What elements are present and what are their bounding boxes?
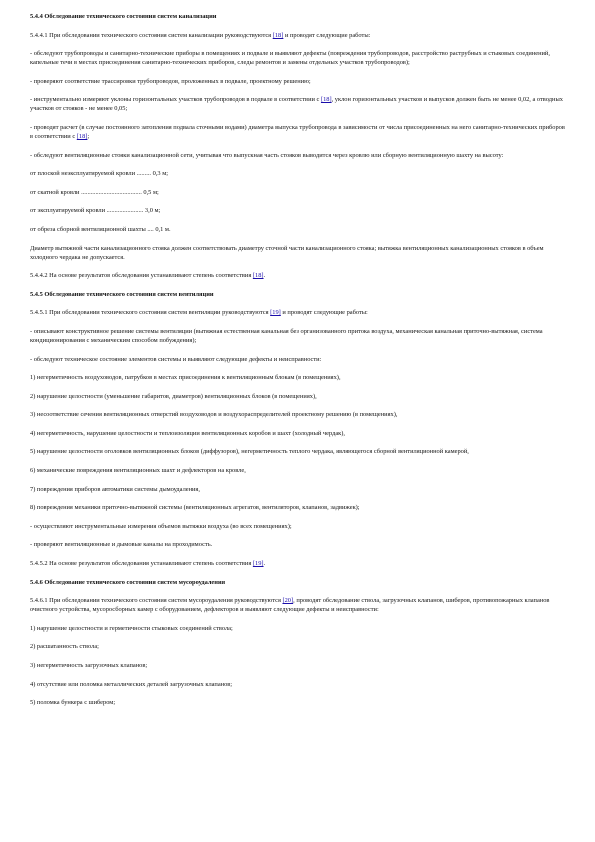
text-run: 1) негерметичность воздуховодов, патрубков в местах присоединения к вентиляционным блокам (в помещениях), xyxy=(30,374,341,382)
paragraph xyxy=(30,225,565,234)
text-run: 3) несоответствие сечения вентиляционных отверстий воздуховодов и воздухораспределителей проектному решению (в помещениях), xyxy=(30,411,398,419)
text-run: и проводят следующие работы: xyxy=(283,31,371,39)
paragraph xyxy=(30,698,565,707)
text-run: - обследуют техническое состояние элементов системы и выявляют следующие дефекты и неисправности: xyxy=(30,355,322,363)
paragraph xyxy=(30,206,565,215)
paragraph xyxy=(30,308,565,317)
text-run: 4) отсутствие или поломка металлических деталей загрузочных клапанов; xyxy=(30,680,233,688)
text-run: ; xyxy=(87,132,90,140)
text-run: 2) нарушение целостности (уменьшение габаритов, диаметров) вентиляционных блоков (в помещениях), xyxy=(30,392,317,400)
paragraph xyxy=(30,327,565,345)
text-run: 3) негерметичность загрузочных клапанов; xyxy=(30,662,148,669)
paragraph xyxy=(30,151,565,160)
text-run: 1) нарушение целостности и герметичности стыковых соединений ствола; xyxy=(30,624,233,632)
text-run: - инструментально измеряют уклоны горизонтальных участков трубопроводов в подвале в соответствии с xyxy=(30,96,321,104)
paragraph xyxy=(30,596,565,614)
text-run: - проверяют вентиляционные и дымовые каналы на проходимость. xyxy=(30,541,213,549)
text-run: от эксплуатируемой кровли ....................... 3,0 м; xyxy=(30,207,161,215)
text-run: - проверяют соответствие трассировки трубопроводов, проложенных в подвале, проектному решению; xyxy=(30,77,311,85)
text-run: и проводят следующие работы: xyxy=(280,309,368,317)
paragraph xyxy=(30,31,565,40)
paragraph xyxy=(30,188,565,197)
text-run: 7) повреждения приборов автоматики системы дымоудаления, xyxy=(30,485,200,493)
text-run: , уклон горизонтальных участков и выпусков должен быть не менее 0,02, а отводных участков от стояков - не менее 0,05; xyxy=(30,96,563,113)
section-heading: 5.4.6 Обследование технического состояния систем мусороудаления xyxy=(30,578,226,586)
text-run: 5.4.6.1 При обследовании технического состояния систем мусороудаления руководствуются xyxy=(30,597,283,605)
text-run: от плоской неэксплуатируемой кровли ......... 0,3 м; xyxy=(30,170,169,178)
text-run: , проводят обследование ствола, загрузочных клапанов, шиберов, противопожарных клапанов очистного устройства, мусоросборных камер с оборудованием, дефлекторов и выявляют следующие дефекты и неисправности: xyxy=(30,597,550,614)
paragraph xyxy=(30,355,565,364)
text-run: . xyxy=(263,272,266,280)
reference-link[interactable]: [18] xyxy=(272,31,284,39)
text-run: - описывают конструктивное решение системы вентиляции (вытяжная естественная канальная без организованного притока воздуха, механическая канальная приточно-вытяжная, система кондиционирования с механическим способом побуждения); xyxy=(30,327,543,344)
text-run: 5.4.4.1 При обследовании технического состояния систем канализации руководствуются xyxy=(30,31,273,39)
text-run: . xyxy=(263,560,266,568)
section-heading: 5.4.4 Обследование технического состояния систем канализации xyxy=(30,13,217,20)
paragraph xyxy=(30,95,565,113)
paragraph xyxy=(30,680,565,689)
reference-link[interactable]: [19] xyxy=(252,560,264,568)
text-run: Диаметр вытяжной части канализационного стояка должен соответствовать диаметру сточной части канализационного стояка; вытяжка вентиляционных канализационных стояков в объем холодного чердака не допускается. xyxy=(30,244,544,261)
paragraph xyxy=(30,410,565,419)
text-run: 5) поломка бункера с шибером; xyxy=(30,699,116,707)
text-run: 5) нарушение целостности оголовков вентиляционных блоков (диффузоров), негерметичность теплого чердака, являющегося сборной вентиляционной камерой, xyxy=(30,448,469,456)
text-run: 2) расшатанность ствола; xyxy=(30,643,99,651)
paragraph xyxy=(30,49,565,67)
paragraph xyxy=(30,392,565,401)
reference-link[interactable]: [18] xyxy=(320,96,332,104)
reference-link[interactable]: [18] xyxy=(252,272,264,280)
text-run: 8) повреждения механики приточно-вытяжной системы (вентиляционных агрегатов, вентиляторов, клапанов, задвижек); xyxy=(30,504,360,512)
text-run: - обследуют трубопроводы и санитарно-технические приборы в помещениях и подвале и выявляют дефекты (повреждения трубопроводов, расстройство раструбных и стыковых соединений, капельные течи в местах присоединения санитарно-технических приборов, следы ремонтов и замены отдельных участков трубопроводов); xyxy=(30,50,550,67)
text-run: - осуществляют инструментальные измерения объемов вытяжки воздуха (во всех помещениях); xyxy=(30,522,292,530)
text-run: 6) механические повреждения вентиляционных шахт и дефлекторов на кровле, xyxy=(30,467,246,475)
reference-link[interactable]: [20] xyxy=(282,597,294,605)
paragraph xyxy=(30,485,565,494)
text-run: от скатной кровли ...................................... 0,5 м; xyxy=(30,188,159,196)
text-run: 5.4.4.2 На основе результатов обследования устанавливают степень соответствия xyxy=(30,272,253,280)
paragraph xyxy=(30,123,565,141)
text-run: - проводят расчет (в случае постоянного затопления подвала сточными водами) диаметра выпуска трубопровода в зависимости от числа присоединенных на него санитарно-технических приборов в соответствии с xyxy=(30,123,565,140)
section-heading: 5.4.5 Обследование технического состояния систем вентиляции xyxy=(30,290,214,298)
text-run: - обследуют вентиляционные стояки канализационной сети, учитывая что выпускная часть стояков выводится через кровлю или сборную вентиляционную шахту на высоту: xyxy=(30,151,504,159)
paragraph xyxy=(30,244,565,262)
paragraph xyxy=(30,624,565,633)
paragraph xyxy=(30,429,565,438)
text-run: 5.4.5.1 При обследовании технического состояния систем вентиляции руководствуются xyxy=(30,309,271,317)
document-page xyxy=(30,12,565,717)
paragraph xyxy=(30,522,565,531)
paragraph xyxy=(30,447,565,456)
paragraph xyxy=(30,373,565,382)
reference-link[interactable]: [18] xyxy=(76,132,88,140)
paragraph xyxy=(30,503,565,512)
paragraph xyxy=(30,661,565,670)
text-run: от обреза сборной вентиляционной шахты .... 0,1 м. xyxy=(30,225,171,233)
paragraph xyxy=(30,466,565,475)
paragraph xyxy=(30,540,565,549)
paragraph xyxy=(30,77,565,86)
reference-link[interactable]: [19] xyxy=(270,309,281,317)
text-run: 5.4.5.2 На основе результатов обследования устанавливают степень соответствия xyxy=(30,560,253,568)
paragraph xyxy=(30,271,565,280)
paragraph xyxy=(30,169,565,178)
paragraph xyxy=(30,559,565,568)
paragraph xyxy=(30,642,565,651)
text-run: 4) негерметичность, нарушение целостности и теплоизоляции вентиляционных коробов и шахт (холодный чердак), xyxy=(30,429,345,437)
